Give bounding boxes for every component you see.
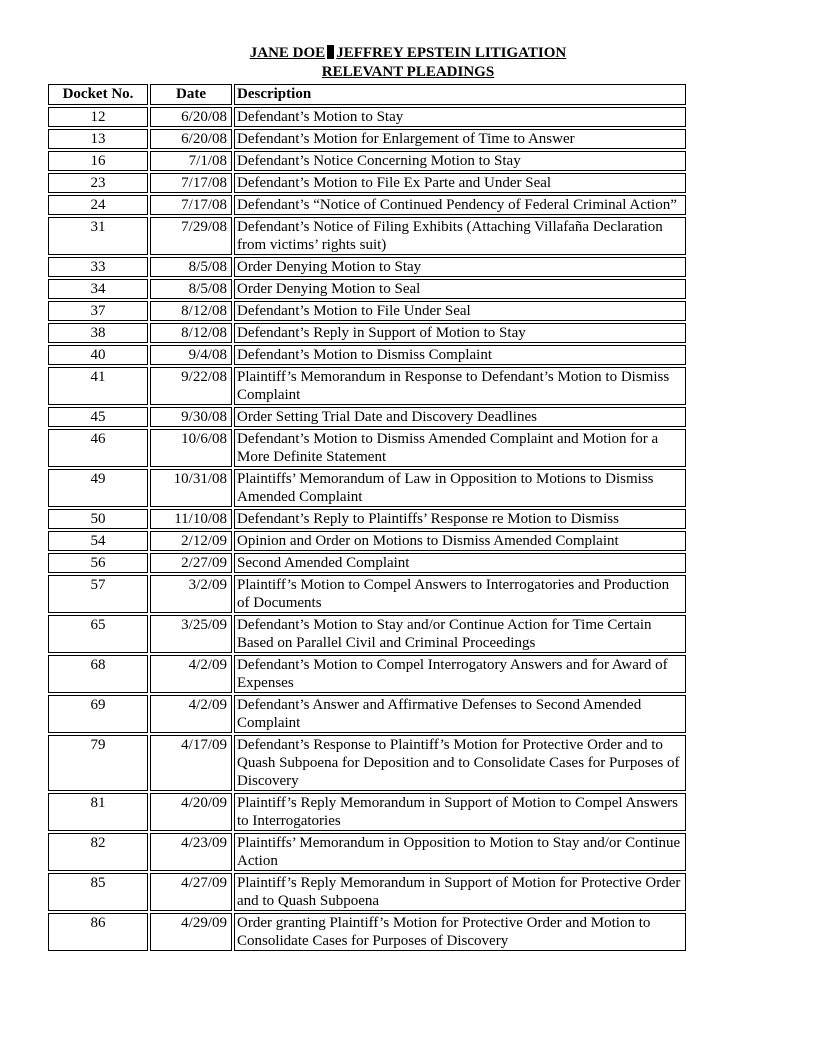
date-cell: 4/23/09	[150, 833, 232, 871]
date-cell: 8/12/08	[150, 301, 232, 321]
date-cell: 7/29/08	[150, 217, 232, 255]
table-row	[48, 151, 686, 171]
column-header-description: Description	[234, 84, 686, 105]
date-cell: 10/6/08	[150, 429, 232, 467]
page-bottom-margin	[0, 996, 816, 1056]
table-row	[48, 217, 686, 255]
docket-cell: 57	[48, 575, 148, 613]
table-header-row	[48, 84, 686, 105]
table-row	[48, 469, 686, 507]
docket-cell: 24	[48, 195, 148, 215]
docket-cell: 49	[48, 469, 148, 507]
date-cell: 6/20/08	[150, 129, 232, 149]
table-row	[48, 323, 686, 343]
date-cell: 4/29/09	[150, 913, 232, 951]
table-row	[48, 107, 686, 127]
description-cell: Defendant’s “Notice of Continued Pendency of Federal Criminal Action”	[234, 195, 686, 215]
date-cell: 4/27/09	[150, 873, 232, 911]
redaction-mark	[327, 45, 334, 59]
docket-cell: 65	[48, 615, 148, 653]
description-cell: Defendant’s Motion to Stay and/or Continue Action for Time Certain Based on Parallel Civil and Criminal Proceedings	[234, 615, 686, 653]
description-cell: Plaintiff’s Reply Memorandum in Support of Motion for Protective Order and to Quash Subpoena	[234, 873, 686, 911]
description-cell: Defendant’s Reply in Support of Motion to Stay	[234, 323, 686, 343]
table-row	[48, 173, 686, 193]
column-header-docket: Docket No.	[48, 84, 148, 105]
description-cell: Plaintiff’s Motion to Compel Answers to Interrogatories and Production of Documents	[234, 575, 686, 613]
description-cell: Defendant’s Response to Plaintiff’s Motion for Protective Order and to Quash Subpoena for Deposition and to Consolidate Cases for Purposes of Discovery	[234, 735, 686, 791]
description-cell: Defendant’s Motion to File Under Seal	[234, 301, 686, 321]
date-cell: 7/17/08	[150, 195, 232, 215]
description-cell: Defendant’s Motion to Stay	[234, 107, 686, 127]
description-cell: Order Denying Motion to Stay	[234, 257, 686, 277]
table-row	[48, 531, 686, 551]
docket-cell: 34	[48, 279, 148, 299]
date-cell: 3/2/09	[150, 575, 232, 613]
pleadings-table	[46, 82, 688, 953]
description-cell: Second Amended Complaint	[234, 553, 686, 573]
table-row	[48, 695, 686, 733]
description-cell: Order granting Plaintiff’s Motion for Protective Order and Motion to Consolidate Cases for Purposes of Discovery	[234, 913, 686, 951]
column-header-date: Date	[150, 84, 232, 105]
table-body	[48, 107, 686, 951]
description-cell: Defendant’s Motion to Dismiss Amended Complaint and Motion for a More Definite Statement	[234, 429, 686, 467]
table-row	[48, 873, 686, 911]
date-cell: 6/20/08	[150, 107, 232, 127]
docket-cell: 46	[48, 429, 148, 467]
docket-cell: 13	[48, 129, 148, 149]
description-cell: Defendant’s Motion to Dismiss Complaint	[234, 345, 686, 365]
table-row	[48, 367, 686, 405]
description-cell: Plaintiffs’ Memorandum in Opposition to Motion to Stay and/or Continue Action	[234, 833, 686, 871]
docket-cell: 37	[48, 301, 148, 321]
description-cell: Defendant’s Notice of Filing Exhibits (Attaching Villafaña Declaration from victims’ rights suit)	[234, 217, 686, 255]
docket-cell: 69	[48, 695, 148, 733]
table-row	[48, 301, 686, 321]
date-cell: 10/31/08	[150, 469, 232, 507]
docket-cell: 38	[48, 323, 148, 343]
table-row	[48, 279, 686, 299]
description-cell: Plaintiffs’ Memorandum of Law in Opposition to Motions to Dismiss Amended Complaint	[234, 469, 686, 507]
date-cell: 8/5/08	[150, 257, 232, 277]
description-cell: Defendant’s Motion for Enlargement of Time to Answer	[234, 129, 686, 149]
date-cell: 8/12/08	[150, 323, 232, 343]
docket-cell: 85	[48, 873, 148, 911]
docket-cell: 50	[48, 509, 148, 529]
date-cell: 9/30/08	[150, 407, 232, 427]
description-cell: Defendant’s Motion to Compel Interrogatory Answers and for Award of Expenses	[234, 655, 686, 693]
description-cell: Defendant’s Reply to Plaintiffs’ Response re Motion to Dismiss	[234, 509, 686, 529]
table-row	[48, 257, 686, 277]
docket-cell: 81	[48, 793, 148, 831]
description-cell: Plaintiff’s Memorandum in Response to Defendant’s Motion to Dismiss Complaint	[234, 367, 686, 405]
table-row	[48, 407, 686, 427]
docket-cell: 79	[48, 735, 148, 791]
date-cell: 4/2/09	[150, 655, 232, 693]
date-cell: 4/17/09	[150, 735, 232, 791]
date-cell: 4/20/09	[150, 793, 232, 831]
date-cell: 7/17/08	[150, 173, 232, 193]
description-cell: Opinion and Order on Motions to Dismiss Amended Complaint	[234, 531, 686, 551]
table-row	[48, 509, 686, 529]
table-row	[48, 735, 686, 791]
description-cell: Defendant’s Motion to File Ex Parte and Under Seal	[234, 173, 686, 193]
table-row	[48, 793, 686, 831]
docket-cell: 54	[48, 531, 148, 551]
date-cell: 3/25/09	[150, 615, 232, 653]
date-cell: 2/12/09	[150, 531, 232, 551]
docket-cell: 12	[48, 107, 148, 127]
docket-cell: 41	[48, 367, 148, 405]
docket-cell: 56	[48, 553, 148, 573]
date-cell: 2/27/09	[150, 553, 232, 573]
docket-cell: 40	[48, 345, 148, 365]
table-row	[48, 575, 686, 613]
docket-cell: 31	[48, 217, 148, 255]
title-part-left: JANE DOE	[249, 45, 326, 61]
table-row	[48, 655, 686, 693]
table-row	[48, 833, 686, 871]
description-cell: Order Setting Trial Date and Discovery Deadlines	[234, 407, 686, 427]
date-cell: 8/5/08	[150, 279, 232, 299]
docket-cell: 23	[48, 173, 148, 193]
date-cell: 9/4/08	[150, 345, 232, 365]
date-cell: 9/22/08	[150, 367, 232, 405]
table-row	[48, 553, 686, 573]
docket-cell: 68	[48, 655, 148, 693]
title-part-right: JEFFREY EPSTEIN LITIGATION	[336, 45, 567, 61]
table-row	[48, 913, 686, 951]
description-cell: Plaintiff’s Reply Memorandum in Support of Motion to Compel Answers to Interrogatories	[234, 793, 686, 831]
description-cell: Defendant’s Answer and Affirmative Defenses to Second Amended Complaint	[234, 695, 686, 733]
date-cell: 11/10/08	[150, 509, 232, 529]
date-cell: 7/1/08	[150, 151, 232, 171]
description-cell: Order Denying Motion to Seal	[234, 279, 686, 299]
table-row	[48, 429, 686, 467]
table-row	[48, 129, 686, 149]
date-cell: 4/2/09	[150, 695, 232, 733]
description-cell: Defendant’s Notice Concerning Motion to Stay	[234, 151, 686, 171]
document-title	[0, 44, 816, 62]
docket-cell: 45	[48, 407, 148, 427]
docket-cell: 86	[48, 913, 148, 951]
table-row	[48, 195, 686, 215]
table-row	[48, 345, 686, 365]
document-subtitle: RELEVANT PLEADINGS	[321, 64, 495, 80]
docket-cell: 16	[48, 151, 148, 171]
docket-cell: 82	[48, 833, 148, 871]
docket-cell: 33	[48, 257, 148, 277]
table-row	[48, 615, 686, 653]
